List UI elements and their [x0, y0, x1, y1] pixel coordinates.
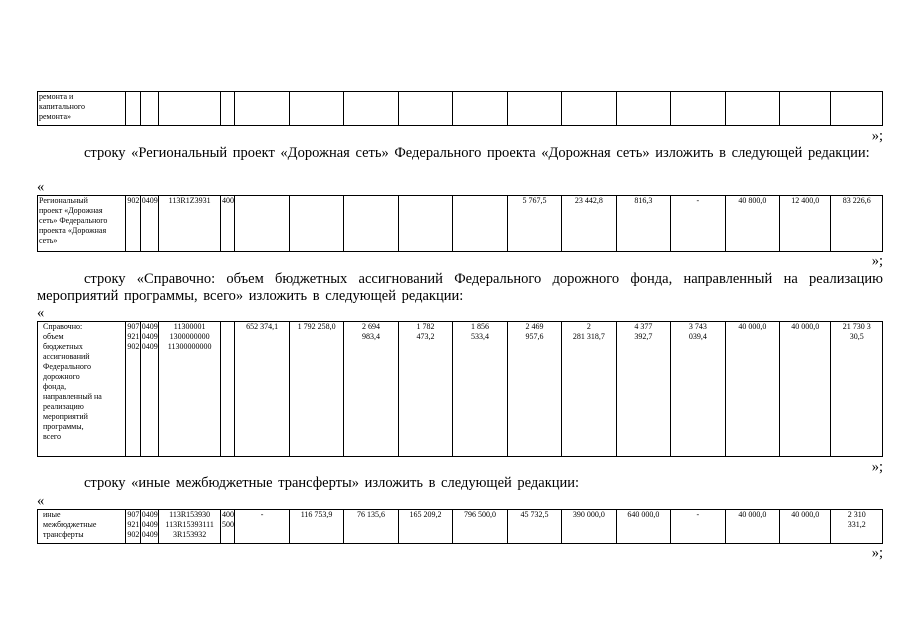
table-cell: 40 800,0: [725, 196, 779, 252]
row-name: иные межбюджетные трансферты: [38, 510, 126, 544]
table-cell: -: [671, 196, 725, 252]
opening-quote: «: [37, 179, 45, 195]
table-cell: [562, 92, 616, 126]
table-cell: 76 135,6: [344, 510, 398, 544]
table-cell: 652 374,1: [235, 322, 289, 457]
table-cell: 165 209,2: [398, 510, 452, 544]
row-name: Справочно: объем бюджетных ассигнований Федерального дорожного фонда, направленный на реализацию мероприятий программы, всего: [38, 322, 126, 457]
table-cell: 907 921 902: [126, 322, 140, 457]
table-cell: [831, 92, 883, 126]
table-cell: 902: [126, 196, 140, 252]
table-cell: 400 500: [220, 510, 234, 544]
table-cell: 2 694 983,4: [344, 322, 398, 457]
table-cell: 1 792 258,0: [289, 322, 343, 457]
paragraph-text: строку «Справочно: объем бюджетных ассигнований Федерального дорожного фонда, направленный на реализацию мероприятий программы, всего» изложить в следующей редакции:: [37, 271, 883, 304]
table-cell: 113R153930 113R15393111 3R153932: [159, 510, 221, 544]
table-cell: -: [671, 510, 725, 544]
table-cell: 2 281 318,7: [562, 322, 616, 457]
table-cell: [453, 92, 507, 126]
table-cell: 40 000,0: [725, 510, 779, 544]
table-row: [38, 322, 883, 457]
table-cell: [235, 92, 289, 126]
table-cell: 0409 0409 0409: [140, 510, 159, 544]
table-cell: 796 500,0: [453, 510, 507, 544]
table-cell: 816,3: [616, 196, 670, 252]
opening-quote: «: [37, 493, 45, 509]
table-cell: [780, 92, 831, 126]
table-row: [38, 196, 883, 252]
paragraph-text: строку «иные межбюджетные трансферты» изложить в следующей редакции:: [84, 475, 580, 491]
opening-quote: «: [37, 305, 45, 321]
table-cell: 40 000,0: [780, 322, 831, 457]
table-cell: [671, 92, 725, 126]
table-fragment-transfers: [37, 509, 883, 544]
table-cell: 400: [220, 196, 234, 252]
instruction-paragraph-1: [37, 145, 883, 162]
table-cell: [220, 92, 234, 126]
table-cell: [507, 92, 561, 126]
table-cell: 390 000,0: [562, 510, 616, 544]
table-cell: 11300001 1300000000 11300000000: [159, 322, 221, 457]
table-cell: 640 000,0: [616, 510, 670, 544]
table-cell: [616, 92, 670, 126]
table-cell: 113R1Z3931: [159, 196, 221, 252]
table-cell: [453, 196, 507, 252]
table-cell: 2 469 957,6: [507, 322, 561, 457]
table-cell: [398, 92, 452, 126]
instruction-paragraph-3: [37, 475, 883, 492]
table-cell: 1 856 533,4: [453, 322, 507, 457]
table-cell: [725, 92, 779, 126]
table-cell: 907 921 902: [126, 510, 140, 544]
table-cell: [289, 92, 343, 126]
closing-quote: »;: [871, 459, 883, 475]
table-row: [38, 92, 883, 126]
table-fragment-reference: [37, 321, 883, 457]
table-cell: [344, 92, 398, 126]
table-row: [38, 510, 883, 544]
table-cell: 40 000,0: [725, 322, 779, 457]
table-cell: [289, 196, 343, 252]
table-cell: 0409 0409 0409: [140, 322, 159, 457]
paragraph-text: строку «Региональный проект «Дорожная сеть» Федерального проекта «Дорожная сеть» изложить в следующей редакции:: [84, 145, 870, 161]
closing-quote: »;: [871, 545, 883, 561]
table-cell: 3 743 039,4: [671, 322, 725, 457]
row-name: Региональный проект «Дорожная сеть» Федерального проекта «Дорожная сеть»: [38, 196, 126, 252]
table-cell: 2 310 331,2: [831, 510, 883, 544]
closing-quote: »;: [871, 253, 883, 269]
table-fragment-top: [37, 91, 883, 126]
table-cell: [126, 92, 140, 126]
table-cell: 83 226,6: [831, 196, 883, 252]
table-cell: 23 442,8: [562, 196, 616, 252]
table-cell: -: [235, 510, 289, 544]
table-cell: [344, 196, 398, 252]
table-cell: [140, 92, 159, 126]
row-name: ремонта и капитального ремонта»: [38, 92, 126, 126]
table-cell: [398, 196, 452, 252]
table-cell: [220, 322, 234, 457]
table-cell: [159, 92, 221, 126]
table-cell: [235, 196, 289, 252]
closing-quote: »;: [871, 128, 883, 144]
instruction-paragraph-2: [37, 271, 883, 305]
table-cell: 40 000,0: [780, 510, 831, 544]
table-cell: 116 753,9: [289, 510, 343, 544]
table-cell: 1 782 473,2: [398, 322, 452, 457]
table-cell: 5 767,5: [507, 196, 561, 252]
table-cell: 45 732,5: [507, 510, 561, 544]
table-cell: 12 400,0: [780, 196, 831, 252]
table-cell: 4 377 392,7: [616, 322, 670, 457]
table-cell: 0409: [140, 196, 159, 252]
table-fragment-regional-project: [37, 195, 883, 252]
table-cell: 21 730 3 30,5: [831, 322, 883, 457]
